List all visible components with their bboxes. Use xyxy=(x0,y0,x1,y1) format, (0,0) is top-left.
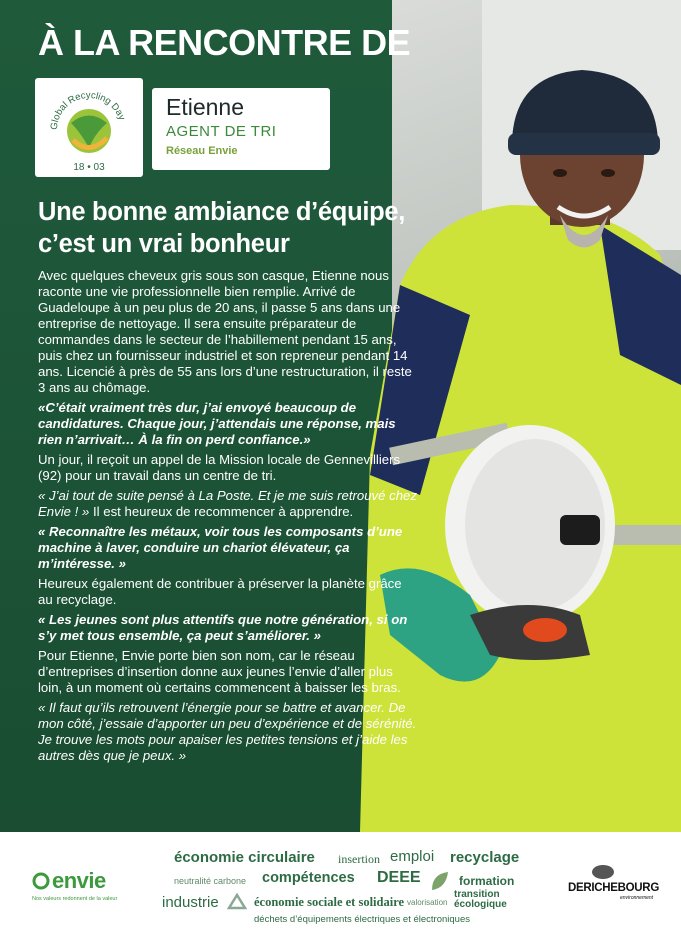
keyword: économie sociale et solidaire xyxy=(254,895,405,909)
leaf-icon xyxy=(428,870,450,894)
profile-role: AGENT DE TRI xyxy=(166,123,277,140)
profile-network: Réseau Envie xyxy=(166,145,238,157)
profile-name: Etienne xyxy=(166,94,245,120)
keyword-cloud xyxy=(152,842,537,932)
envie-tagline: Nos valeurs redonnent de la valeur xyxy=(32,896,118,902)
paragraph: Heureux également de contribuer à préserver la planète grâce au recyclage. xyxy=(38,576,402,607)
paragraph: Un jour, il reçoit un appel de la Mission locale de Gennevilliers (92) pour un travail dans un centre de tri. xyxy=(38,452,401,483)
keyword: économie circulaire xyxy=(174,849,315,866)
envie-name: envie xyxy=(52,868,106,893)
headline-line-2: c’est un vrai bonheur xyxy=(38,230,290,258)
global-recycling-day-logo xyxy=(35,78,143,177)
footer xyxy=(0,832,681,935)
partner-name: DERICHEBOURG xyxy=(568,882,659,894)
svg-text:18 • 03: 18 • 03 xyxy=(73,162,105,173)
headline xyxy=(38,196,405,260)
closing-quote: « Il faut qu’ils retrouvent l’énergie pour se battre et avancer. De mon côté, j’essaie d’apporter un peu d’expérience et de sérénité. Je trouve les mots pour apaiser les petites tensions et j’aide les autres dès que je peux. » xyxy=(38,700,417,763)
quote: «C’était vraiment très dur, j’ai envoyé beaucoup de candidatures. Chaque jour, j’attendais une réponse, mais rien n’arrivait… À la fin on perd confiance.» xyxy=(38,400,396,447)
envie-logo xyxy=(32,868,122,902)
keyword: compétences xyxy=(262,870,355,886)
keyword: DEEE xyxy=(377,869,421,886)
keyword: déchets d’équipements électriques et électroniques xyxy=(254,914,470,925)
keyword: recyclage xyxy=(450,849,520,866)
recycling-globe-icon xyxy=(35,78,143,177)
svg-text:Global Recycling Day: Global Recycling Day xyxy=(48,89,128,131)
quote: « Reconnaître les métaux, voir tous les composants d’une machine à laver, conduire un chariot élévateur, ça m’intéresse. » xyxy=(38,524,403,571)
keyword: neutralité carbone xyxy=(174,876,247,886)
keyword: insertion xyxy=(338,852,380,866)
recycle-icon xyxy=(224,892,250,918)
quote: « Les jeunes sont plus attentifs que notre génération, si on s’y met tous ensemble, ça peut s’améliorer. » xyxy=(38,612,408,643)
keyword: valorisation xyxy=(407,898,448,907)
partner-sub: environnement xyxy=(620,895,654,901)
keyword: formation xyxy=(459,874,515,888)
paragraph: Pour Etienne, Envie porte bien son nom, car le réseau d’entreprises d’insertion donne aux jeunes l’envie d’aller plus loin, à un moment où certains commencent à baisser les bras. xyxy=(38,648,401,695)
keyword: transition écologique xyxy=(454,889,507,910)
article-body xyxy=(38,268,418,768)
page-title: À LA RENCONTRE DE xyxy=(38,22,411,63)
elephant-icon xyxy=(590,862,616,880)
derichebourg-logo xyxy=(568,862,658,912)
keyword: industrie xyxy=(162,894,219,911)
inline-quote: « J’ai tout de suite pensé à La Poste. Et je me suis retrouvé chez Envie ! » xyxy=(38,488,417,519)
headline-line-1: Une bonne ambiance d’équipe, xyxy=(38,198,406,226)
paragraph: Avec quelques cheveux gris sous son casque, Etienne nous raconte une vie professionnelle bien remplie. Arrivé de Guadeloupe à un peu plus de 20 ans, il passe 5 ans dans une entreprise de nettoyage. Il sera ensuite préparateur de commandes dans le secteur de l’habillement pendant 15 ans, puis chez un fournisseur industriel et son repreneur pendant 14 ans. Licencié à près de 55 ans lors d’une restructuration, il reste 3 ans au chômage. xyxy=(38,268,412,395)
paragraph-mixed xyxy=(38,488,418,520)
profile-card xyxy=(152,88,330,170)
inline-text: Il est heureux de recommencer à apprendre. xyxy=(89,504,354,519)
envie-leaf-icon xyxy=(32,872,50,890)
keyword: emploi xyxy=(390,848,435,865)
